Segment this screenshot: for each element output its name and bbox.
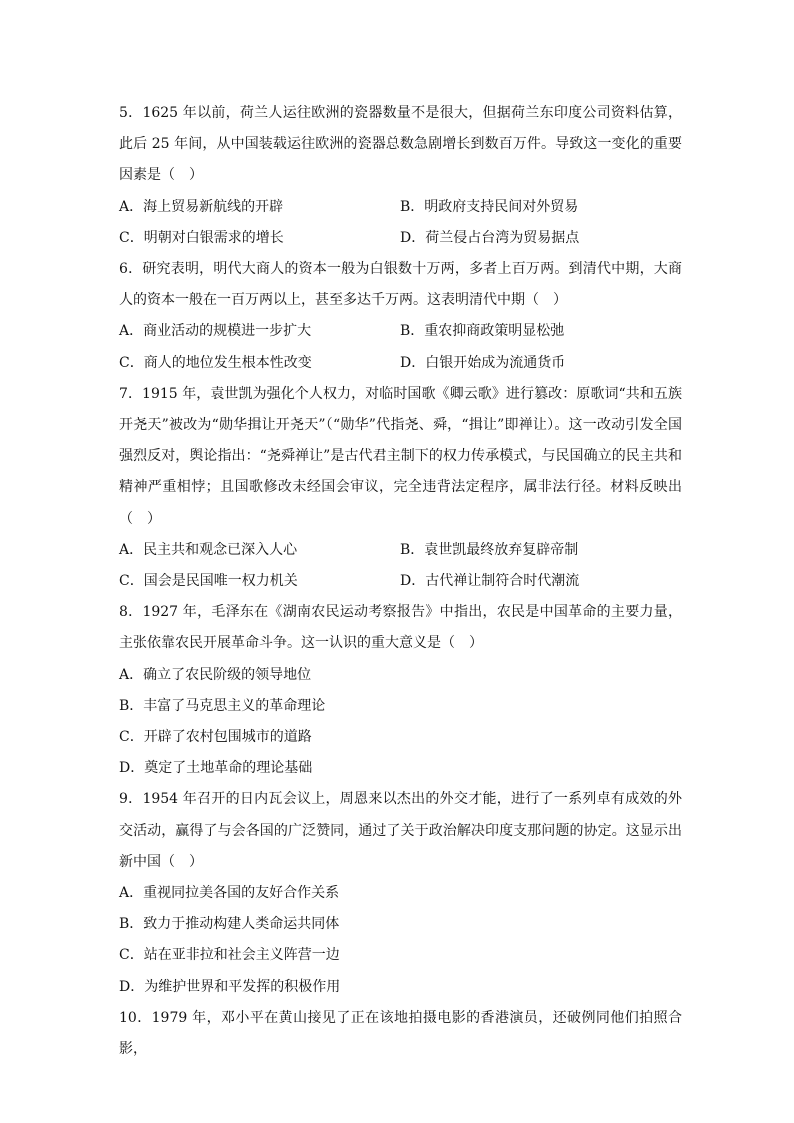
question-stem: 8．1927 年，毛泽东在《湖南农民运动考察报告》中指出，农民是中国革命的主要力量，主张依靠农民开展革命斗争。这一认识的重大意义是（ ） (119, 604, 682, 652)
option-d: D．荷兰侵占台湾为贸易据点 (400, 229, 580, 246)
question-7 (119, 379, 682, 597)
option-b: B．致力于推动构建人类命运共同体 (119, 916, 340, 933)
option-list (119, 192, 682, 254)
option-a: A．海上贸易新航线的开辟 (119, 198, 284, 215)
option-a: A．重视同拉美各国的友好合作关系 (119, 885, 340, 902)
question-8 (119, 597, 682, 784)
option-d: D．白银开始成为流通货币 (400, 354, 566, 371)
option-a: A．民主共和观念已深入人心 (119, 541, 298, 558)
option-b: B．重农抑商政策明显松弛 (400, 323, 565, 340)
question-6 (119, 254, 682, 379)
option-d: D．奠定了土地革命的理论基础 (119, 760, 313, 777)
option-c: C．商人的地位发生根本性改变 (119, 354, 312, 371)
option-c: C．国会是民国唯一权力机关 (119, 573, 298, 590)
option-a: A．商业活动的规模进一步扩大 (119, 323, 312, 340)
option-d: D．古代禅让制符合时代潮流 (400, 573, 580, 590)
question-stem: 9．1954 年召开的日内瓦会议上，周恩来以杰出的外交才能，进行了一系列卓有成效的外交活动，赢得了与会各国的广泛赞同，通过了关于政治解决印度支那问题的协定。这显示出新中国（ ） (119, 791, 682, 870)
question-stem: 6．研究表明，明代大商人的资本一般为白银数十万两，多者上百万两。到清代中期，大商人的资本一般在一百万两以上，甚至多达千万两。这表明清代中期（ ） (119, 261, 682, 309)
option-a: A．确立了农民阶级的领导地位 (119, 666, 312, 683)
question-stem: 10．1979 年，邓小平在黄山接见了正在该地拍摄电影的香港演员，还破例同他们拍照合影， (119, 1009, 682, 1058)
option-c: C．明朝对白银需求的增长 (119, 229, 284, 246)
option-b: B．袁世凯最终放弃复辟帝制 (400, 541, 579, 558)
option-b: B．明政府支持民间对外贸易 (400, 198, 579, 215)
exam-page (119, 98, 682, 1065)
question-stem: 5．1625 年以前，荷兰人运往欧洲的瓷器数量不是很大，但据荷兰东印度公司资料估算，此后 25 年间，从中国装载运往欧洲的瓷器总数急剧增长到数百万件。导致这一变化的重要因素是（ ） (119, 105, 682, 184)
option-list (119, 535, 682, 597)
option-c: C．开辟了农村包围城市的道路 (119, 729, 312, 746)
option-d: D．为维护世界和平发挥的积极作用 (119, 978, 341, 995)
option-list (119, 660, 682, 785)
option-list (119, 316, 682, 378)
option-c: C．站在亚非拉和社会主义阵营一边 (119, 947, 340, 964)
question-10 (119, 1003, 682, 1065)
question-stem: 7．1915 年，袁世凯为强化个人权力，对临时国歌《卿云歌》进行篡改：原歌词“共和五族开尧天”被改为“勋华揖让开尧天”（“勋华”代指尧、舜，“揖让”即禅让）。这一改动引发全国强烈反对，舆论指出：“尧舜禅让”是古代君主制下的权力传承模式，与民国确立的民主共和精神严重相悖；且国歌修改未经国会审议，完全违背法定程序，属非法行径。材料反映出（ ） (119, 385, 682, 527)
option-list (119, 878, 682, 1003)
question-9 (119, 784, 682, 1002)
option-b: B．丰富了马克思主义的革命理论 (119, 697, 326, 714)
question-5 (119, 98, 682, 254)
